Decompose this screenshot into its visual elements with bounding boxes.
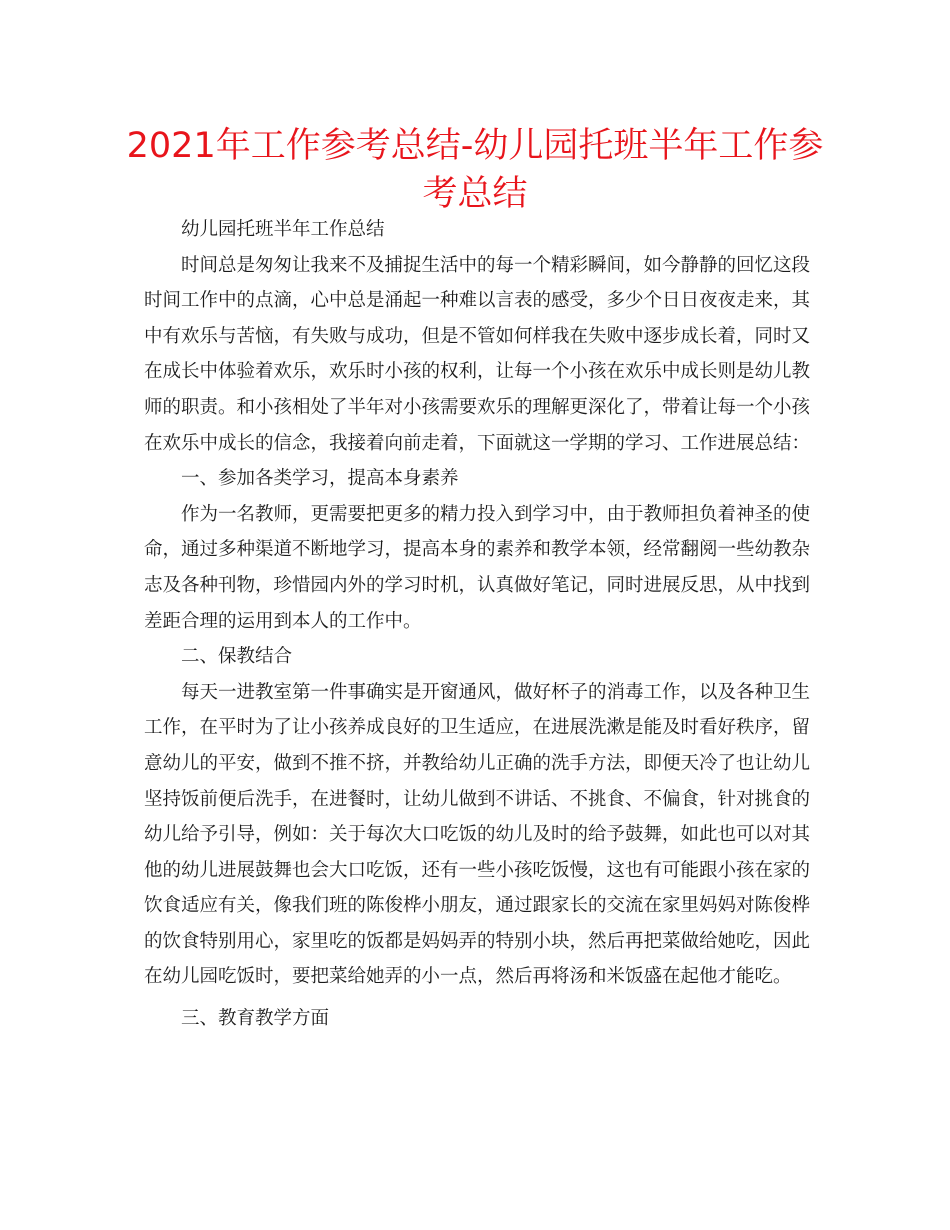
section-heading-1: 一、参加各类学习，提高本身素养	[181, 468, 459, 490]
section-heading-3: 三、教育教学方面	[181, 1008, 330, 1030]
section-subtitle: 幼儿园托班半年工作总结	[181, 219, 385, 240]
paragraph-study: 作为一名教师，更需要把更多的精力投入到学习中，由于教师担负着神圣的使命，通过多种渠道不断地学习，提高本身的素养和教学本领，经常翻阅一些幼教杂志及各种刊物，珍惜园内外的学习时机，认真做好笔记，同时进展反思，从中找到差距合理的运用到本人的工作中。	[144, 503, 811, 632]
paragraph-care: 每天一进教室第一件事确实是开窗通风，做好杯子的消毒工作，以及各种卫生工作，在平时为了让小孩养成良好的卫生适应，在进展洗漱是能及时看好秩序，留意幼儿的平安，做到不推不挤，并教给幼儿正确的洗手方法，即便天冷了也让幼儿坚持饭前便后洗手，在进餐时，让幼儿做到不讲话、不挑食、不偏食，针对挑食的幼儿给予引导，例如：关于每次大口吃饭的幼儿及时的给予鼓舞，如此也可以对其他的幼儿进展鼓舞也会大口吃饭，还有一些小孩吃饭慢，这也有可能跟小孩在家的饮食适应有关，像我们班的陈俊桦小朋友，通过跟家长的交流在家里妈妈对陈俊桦的饮食特别用心，家里吃的饭都是妈妈弄的特别小块，然后再把菜做给她吃，因此在幼儿园吃饭时，要把菜给她弄的小一点，然后再将汤和米饭盛在起他才能吃。	[144, 681, 811, 988]
document-body	[144, 212, 810, 1037]
document-title: 2021年工作参考总结-幼儿园托班半年工作参考总结	[126, 126, 824, 214]
paragraph-intro: 时间总是匆匆让我来不及捕捉生活中的每一个精彩瞬间，如今静静的回忆这段时间工作中的点滴，心中总是涌起一种难以言表的感受，多少个日日夜夜走来，其中有欢乐与苦恼，有失败与成功，但是不管如何样我在失败中逐步成长着，同时又在成长中体验着欢乐，欢乐时小孩的权利，让每一个小孩在欢乐中成长则是幼儿教师的职责。和小孩相处了半年对小孩需要欢乐的理解更深化了，带着让每一个小孩在欢乐中成长的信念，我接着向前走着，下面就这一学期的学习、工作进展总结：	[144, 254, 811, 454]
section-heading-2: 二、保教结合	[181, 646, 293, 668]
